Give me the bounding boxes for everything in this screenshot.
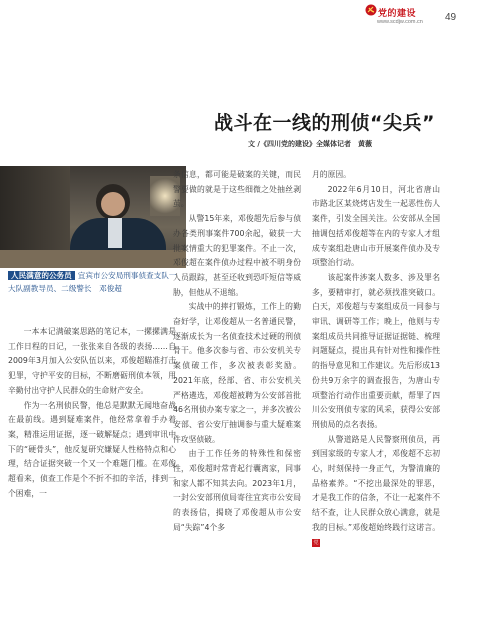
portrait-photo	[0, 166, 186, 268]
site-url: www.scdjw.com.cn	[377, 19, 423, 25]
article-title: 战斗在一线的刑侦“尖兵”	[214, 112, 435, 134]
text-column-1	[8, 325, 176, 501]
paragraph: 一本本记满破案思路的笔记本，一摞摞满是工作日程的日记，一张张来自各级的表扬……自2009年3月加入公安队伍以来，邓俊超瞄准打击犯罪，守护平安的目标，不断磨砺刑侦本领，用辛勤付出守护人民群众的生命财产安全。	[8, 327, 176, 395]
article-byline: 文 /《四川党的建设》全媒体记者 黄薇	[248, 140, 372, 148]
magazine-logo: 党的建设	[378, 9, 417, 19]
party-emblem-icon	[365, 4, 377, 16]
caption-text: 宜宾市公安局刑事侦查支队一大队副教导员、二级警长 邓俊超	[8, 271, 177, 293]
paragraph: 实战中的摔打锻炼，工作上的勤奋好学，让邓俊超从一名普通民警，逐渐成长为一名侦查技术过硬的刑侦骨干。他多次参与省、市公安机关专案侦破工作，多次被表彰奖励。2021年底，经部、省、市公安机关严格遴选，邓俊超被聘为公安部首批46名刑侦办案专家之一，并多次被公安部、省公安厅抽调参与重大疑难案件攻坚侦破。	[173, 302, 301, 444]
photo-caption	[8, 269, 180, 295]
paragraph: 由于工作任务的特殊性和保密性，邓俊超时常背起行囊离家，同事和家人都不知其去向。2023年1月，一封公安部刑侦局寄往宜宾市公安局的表扬信，揭晓了邓俊超从市公安局“失踪”4个多	[173, 449, 301, 532]
caption-tag: 人民满意的公务员	[8, 271, 75, 280]
end-mark-icon: 党	[313, 539, 319, 546]
page-number: 49	[445, 12, 457, 23]
text-column-2	[173, 168, 301, 536]
paragraph: 月的原因。	[312, 170, 351, 179]
paragraph: 条信息，都可能是破案的关键，而民警要做的就是于这些细微之处抽丝剥茧。	[173, 170, 301, 209]
paragraph-text: 从警道路是人民警察刑侦员，再到国家级的专家人才，邓俊超不忘初心，时刻保持一身正气，为警清廉的品格素养。“不挖出最深处的罪恶，才是我工作的信条，不让一起案件不结不查，让人民群众放心满意，就是我的目标。”邓俊超始终践行这诺言。	[312, 434, 440, 532]
paragraph: 从警15年来，邓俊超先后参与侦办各类刑事案件700余起，破获一大批案情重大的犯罪案件。不止一次，邓俊超在案件侦办过程中被不明身份人员跟踪，甚至还收到恐吓短信等威胁，但他从不退缩。	[173, 214, 301, 297]
paragraph: 作为一名刑侦民警，他总是默默无闻地奋战在最前线。遇到疑难案件，他经常拿着手办着案，精准运用证据，逐一破解疑点；遇到审讯中下的“硬骨头”，他反复研究嫌疑人性格特点和心理，结合证据突破一个又一个难题门槛。在邓俊超看来，侦查工作是个不折不扣的辛活，排到一个困难，一	[8, 400, 176, 498]
paragraph: 该起案件涉案人数多、涉及罪名多，要精审打，就必须找准突破口。白天，邓俊超与专案组成员一同参与审讯、调研等工作；晚上，他则与专案组成员共同推导证据证据链、梳理问题疑点，提出具有针对性和操作性的指导意见和工作建议。先后形成13份共9万余字的调查报告，为唐山专项整治行动作出重要贡献，帮罪了四川公安刑侦专家的风采，获得公安部刑侦局的点名表扬。	[312, 272, 440, 429]
text-column-3	[312, 168, 440, 550]
paragraph	[312, 433, 440, 551]
paragraph: 2022年6月10日，河北省唐山市路北区某烧烤店发生一起恶性伤人案件，引发全国关注。公安部从全国抽调包括邓俊超等在内的专家人才组成专案组赴唐山市开展案件侦办及专项整治行动。	[312, 184, 440, 268]
